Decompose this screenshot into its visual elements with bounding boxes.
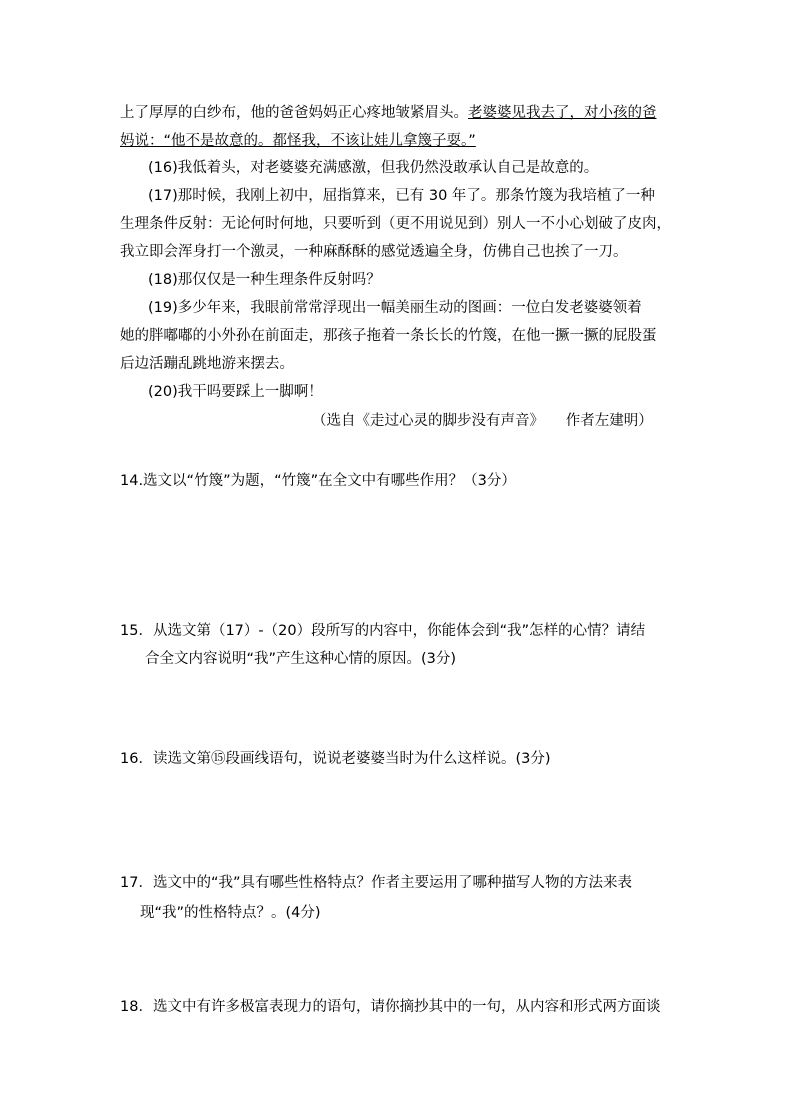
paragraph-19-line: 她的胖嘟嘟的小外孙在前面走，那孩子拖着一条长长的竹篾，在他一撅一撅的屁股蛋 [120, 328, 657, 344]
paragraph-16: (16)我低着头，对老婆婆充满感激，但我仍然没敢承认自己是故意的。 [148, 160, 599, 176]
paragraph-18: (18)那仅仅是一种生理条件反射吗？ [148, 272, 381, 288]
question-18: 18．选文中有许多极富表现力的语句，请你摘抄其中的一句，从内容和形式两方面谈 [120, 999, 661, 1015]
question-15-line: 合全文内容说明“我”产生这种心情的原因。(3分) [145, 651, 457, 667]
source-citation: （选自《走过心灵的脚步没有声音》 作者左建明） [312, 413, 653, 429]
passage-text: 上了厚厚的白纱布，他的爸爸妈妈正心疼地皱紧眉头。 [120, 105, 468, 121]
underlined-sentence: 妈说：“他不是故意的。都怪我，不该让娃儿拿篾子耍。” [120, 133, 476, 149]
paragraph-19-line: 后边活蹦乱跳地游来摆去。 [120, 356, 294, 372]
paragraph-19-line: (19)多少年来，我眼前常常浮现出一幅美丽生动的图画：一位白发老婆婆领着 [148, 300, 642, 316]
underlined-sentence: 老婆婆见我去了，对小孩的爸 [468, 105, 657, 121]
paragraph-17-line: 生理条件反射：无论何时何地，只要听到（更不用说见到）别人一不小心划破了皮肉， [120, 216, 671, 232]
question-14: 14.选文以“竹篾”为题，“竹篾”在全文中有哪些作用？（3分） [120, 473, 516, 489]
paragraph-17-line: (17)那时候，我刚上初中，屈指算来，已有 30 年了。那条竹篾为我培植了一种 [148, 188, 655, 204]
paragraph-20: (20)我干吗要踩上一脚啊！ [148, 384, 323, 400]
question-17-line: 现“我”的性格特点？。(4分) [140, 905, 321, 921]
question-16: 16．读选文第⑮段画线语句，说说老婆婆当时为什么这样说。(3分) [120, 751, 551, 767]
question-15-line: 15．从选文第（17）-（20）段所写的内容中，你能体会到“我”怎样的心情？请结 [120, 623, 646, 639]
question-17-line: 17．选文中的“我”具有哪些性格特点？作者主要运用了哪种描写人物的方法来表 [120, 875, 632, 891]
paragraph-17-line: 我立即会浑身打一个激灵，一种麻酥酥的感觉透遍全身，仿佛自己也挨了一刀。 [120, 244, 628, 260]
passage-line [120, 103, 657, 123]
